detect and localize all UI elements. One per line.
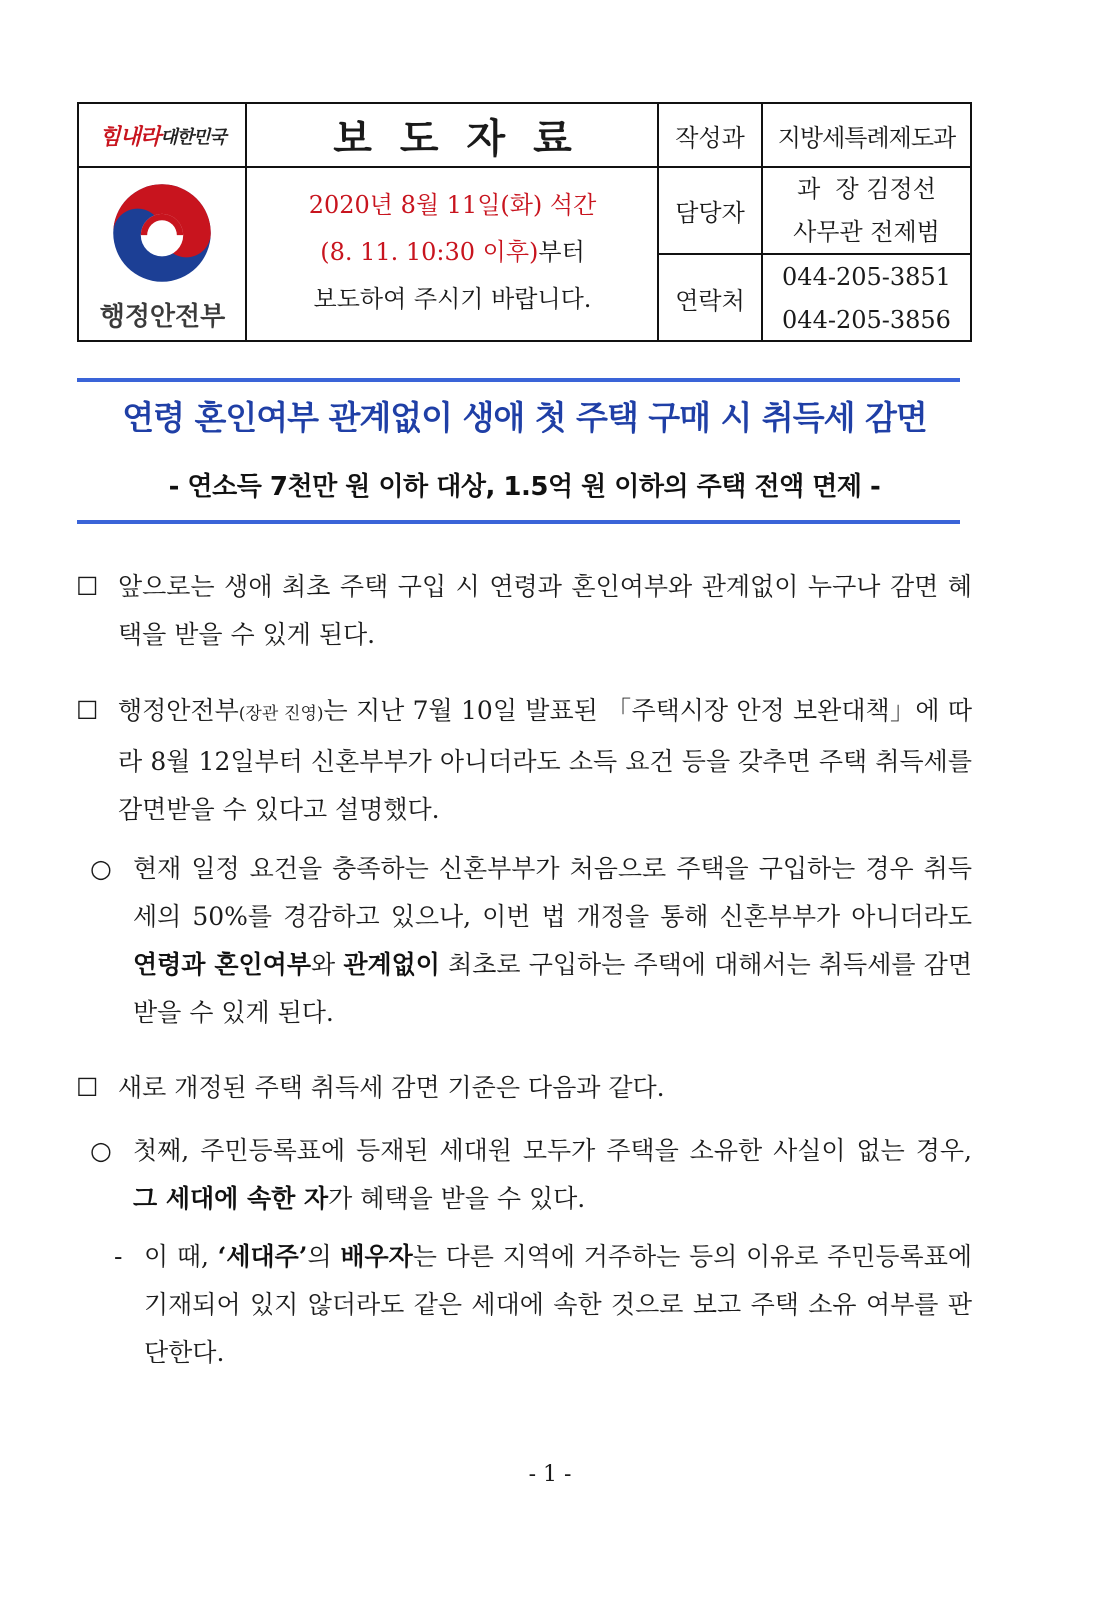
circle-bullet: ○ bbox=[90, 854, 112, 883]
circle-bullet: ○ bbox=[90, 1136, 112, 1165]
subheadline: - 연소득 7천만 원 이하 대상, 1.5억 원 이하의 주택 전액 면제 - bbox=[168, 472, 881, 502]
embargo-time-line: (8. 11. 10:30 이후)부터 bbox=[320, 238, 585, 266]
checkbox-bullet: ☐ bbox=[76, 572, 99, 601]
checkbox-bullet: ☐ bbox=[76, 696, 99, 725]
person-1: 과 장 김정선 bbox=[797, 174, 936, 203]
phone-label: 연락처 bbox=[675, 287, 745, 315]
paragraph-6: 이 때, ‘세대주’의 배우자는 다른 지역에 거주하는 등의 이유로 주민등록표에 기재되어 있지 않더라도 같은 세대에 속한 것으로 보고 주택 소유 여부를 판단한다. bbox=[144, 1242, 972, 1367]
paragraph-4: 새로 개정된 주택 취득세 감면 기준은 다음과 같다. bbox=[118, 1073, 665, 1102]
dash-bullet: - bbox=[114, 1242, 123, 1271]
paragraph-5: 첫째, 주민등록표에 등재된 세대원 모두가 주택을 소유한 사실이 없는 경우, 그 세대에 속한 자가 혜택을 받을 수 있다. bbox=[133, 1136, 972, 1213]
person-2: 사무관 전제범 bbox=[793, 217, 940, 246]
slogan-logo bbox=[79, 104, 246, 167]
bottom-blue-rule bbox=[77, 520, 960, 524]
phone-1: 044-205-3851 bbox=[782, 262, 951, 291]
slogan-dark-text: 대한민국 bbox=[160, 126, 226, 148]
ministry-name: 행정안전부 bbox=[99, 302, 226, 332]
top-blue-rule bbox=[77, 378, 960, 382]
paragraph-3: 현재 일정 요건을 충족하는 신혼부부가 처음으로 주택을 구입하는 경우 취득세의 50%를 경감하고 있으나, 이번 법 개정을 통해 신혼부부가 아니더라도 연령과 혼인여부와 관계없이 최초로 구입하는 주택에 대해서는 취득세를 감면받을 수 있게 된다. bbox=[133, 854, 972, 1027]
embargo-date: 2020년 8월 11일(화) 석간 bbox=[308, 191, 597, 219]
contact-persons bbox=[763, 168, 970, 253]
dept-value: 지방세특례제도과 bbox=[777, 123, 956, 152]
dept-label: 작성과 bbox=[675, 123, 745, 152]
ministry-logo bbox=[79, 168, 246, 342]
page-number: - 1 - bbox=[528, 1462, 572, 1487]
phone-2: 044-205-3856 bbox=[782, 305, 951, 334]
press-release-title: 보도자료 bbox=[333, 116, 600, 162]
phone-numbers bbox=[763, 255, 970, 342]
press-release-header-table bbox=[77, 102, 972, 342]
taegeuk-emblem-icon bbox=[109, 180, 215, 286]
contact-person-label: 담당자 bbox=[675, 199, 745, 227]
embargo-notice bbox=[247, 168, 658, 342]
paragraph-1: 앞으로는 생애 최초 주택 구입 시 연령과 혼인여부와 관계없이 누구나 감면 혜택을 받을 수 있게 된다. bbox=[118, 572, 972, 649]
embargo-instruction: 보도하여 주시기 바랍니다. bbox=[313, 285, 592, 313]
paragraph-2: 행정안전부(장관 진영)는 지난 7월 10일 발표된 「주택시장 안정 보완대책」에 따라 8월 12일부터 신혼부부가 아니더라도 소득 요건 등을 갖추면 주택 취득세를 감면받을 수 있다고 설명했다. bbox=[118, 696, 973, 824]
slogan-red-text: 힘내라 bbox=[99, 125, 161, 150]
checkbox-bullet: ☐ bbox=[76, 1073, 99, 1102]
headline: 연령 혼인여부 관계없이 생애 첫 주택 구매 시 취득세 감면 bbox=[122, 398, 927, 437]
